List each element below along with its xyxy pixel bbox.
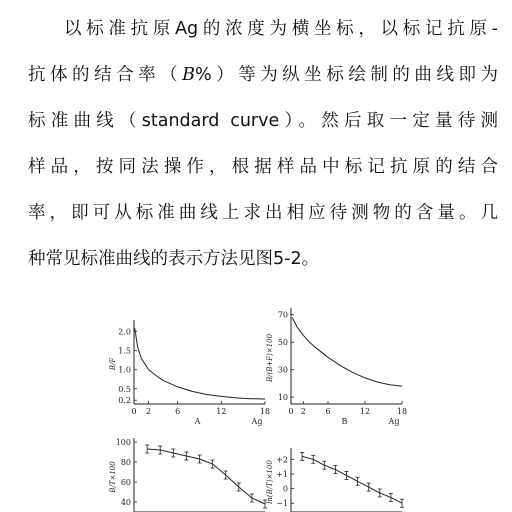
x-axis-label: Ag (251, 417, 263, 426)
x-tick-label: 0 (288, 407, 294, 416)
y-tick-label: 0.5 (118, 384, 131, 394)
y-tick-label: 50 (277, 338, 288, 348)
y-tick-label: 70 (277, 310, 288, 320)
text-line-3: 标准曲线（standard curve）。然后取一定量待测 (28, 111, 498, 131)
y-tick-label: 2.0 (118, 327, 131, 337)
x-tick-label: 18 (396, 407, 408, 416)
series-line (135, 328, 265, 399)
text-line-2b: B (182, 65, 196, 85)
y-tick-label: 1.5 (118, 346, 131, 356)
x-axis-label: Ag (388, 417, 400, 426)
series-line (147, 449, 265, 504)
text-line-2a: 抗体的结合率（ (28, 65, 183, 85)
text-line-2 (28, 52, 498, 98)
x-tick-label: 12 (359, 407, 371, 416)
y-tick-label: 60 (120, 478, 131, 487)
x-tick-label: 2 (146, 407, 152, 416)
text-line-2c: %）等为纵坐标绘制的曲线即为 (195, 65, 498, 85)
y-tick-label: 1.0 (118, 365, 131, 375)
y-tick-label: −1 (276, 499, 288, 509)
text-line-5: 率，即可从标准曲线上求出相应待测物的含量。几 (28, 203, 498, 223)
x-tick-label: 18 (259, 407, 271, 416)
x-tick-label: 6 (325, 407, 331, 416)
y-axis-label: B/F (109, 357, 117, 371)
body-paragraph (28, 6, 498, 282)
y-tick-label: 0 (282, 484, 288, 494)
y-tick-label: +1 (276, 469, 288, 479)
text-line-4: 样品，按同法操作，根据样品中标记抗原的结合 (28, 157, 498, 177)
x-tick-label: 6 (175, 407, 181, 416)
text-line-6: 种常见标准曲线的表示方法见图5-2。 (28, 249, 320, 269)
y-axis-label: ln(B/T)×100 (266, 460, 274, 504)
series-line (302, 456, 402, 503)
y-tick-label: 80 (120, 458, 131, 467)
y-tick-label: 10 (277, 393, 288, 403)
text-line-1: 以标准抗原Ag的浓度为横坐标，以标记抗原- (64, 19, 498, 39)
x-tick-label: 2 (300, 407, 306, 416)
y-tick-label: 30 (277, 365, 288, 375)
y-axis-label: B/(B+F)×100 (266, 333, 274, 383)
series-line (292, 318, 402, 387)
panel-label: B (341, 417, 348, 426)
y-tick-label: 100 (115, 438, 131, 447)
figure-5-2 (0, 300, 512, 512)
x-tick-label: 12 (216, 407, 227, 416)
y-tick-label: +2 (276, 455, 288, 465)
y-tick-label: 40 (120, 498, 131, 507)
x-tick-label: 0 (131, 407, 137, 416)
y-tick-label: 0.2 (118, 396, 131, 406)
y-axis-label: B/T×100 (109, 461, 117, 493)
panel-label: A (194, 417, 201, 426)
